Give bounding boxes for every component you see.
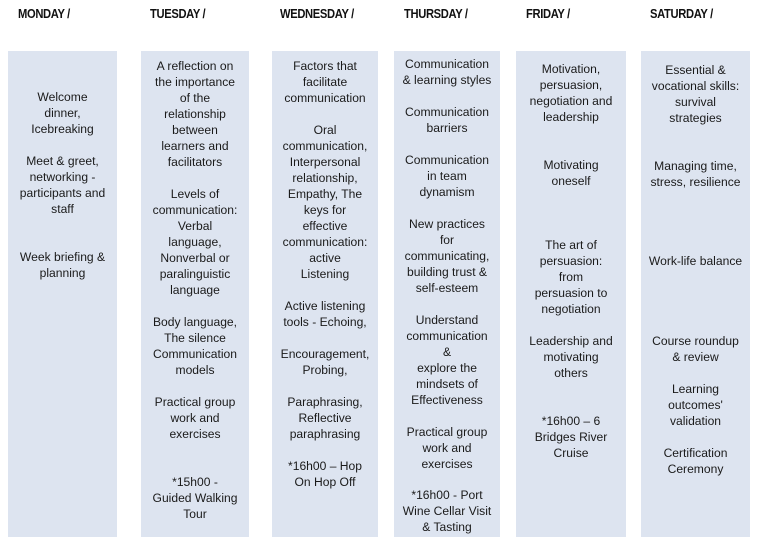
schedule-item: Work-life balance [648,254,743,268]
schedule-item: Communication barriers [404,105,490,135]
schedule-item: New practices for communicating, building trust & self-esteem [404,217,490,295]
schedule-item: Motivating oneself [543,158,599,188]
schedule-item: Communication & learning styles [402,57,492,87]
day-column-tuesday [141,51,249,537]
schedule-item: Active listening tools - Echoing, [283,299,367,329]
day-column-thursday [394,51,500,537]
schedule-item: Paraphrasing, Reflective paraphrasing [287,395,363,441]
schedule-item: Week briefing & planning [19,250,106,280]
schedule-item: *16h00 – Hop On Hop Off [288,459,362,489]
day-column-saturday [641,51,750,537]
schedule-item: Motivation, persuasion, negotiation and leadership [529,62,613,124]
day-header-saturday: SATURDAY / [650,6,713,21]
schedule-item: Encouragement, Probing, [280,347,370,377]
schedule-item: The art of persuasion: from persuasion to negotiation [534,238,608,316]
schedule-item: Body language, The silence Communication models [152,315,238,377]
schedule-item: Factors that facilitate communication [284,59,366,105]
day-header-monday: MONDAY / [18,6,70,21]
schedule-item: Essential & vocational skills: survival strategies [651,63,740,125]
schedule-item: Learning outcomes' validation [668,382,723,428]
schedule-item: A reflection on the importance of the relationship between learners and facilitators [155,59,235,169]
schedule-item: Managing time, stress, resilience [650,159,741,189]
day-header-wednesday: WEDNESDAY / [280,6,354,21]
schedule-item: Practical group work and exercises [154,395,236,441]
schedule-item: Certification Ceremony [663,446,728,476]
day-header-friday: FRIDAY / [526,6,570,21]
schedule-item: *16h00 - Port Wine Cellar Visit & Tasting [402,488,492,534]
day-header-tuesday: TUESDAY / [150,6,206,21]
schedule-item: Practical group work and exercises [406,425,488,471]
day-header-thursday: THURSDAY / [404,6,468,21]
schedule-item: Understand communication & explore the mindsets of Effectiveness [406,313,488,407]
schedule-item: Meet & greet, networking - participants and staff [19,154,106,216]
day-column-friday [516,51,626,537]
schedule-item: Welcome dinner, Icebreaking [31,90,94,136]
schedule-item: Leadership and motivating others [529,334,613,380]
day-column-wednesday [272,51,378,537]
day-column-monday [8,51,117,537]
schedule-item: Course roundup & review [652,334,739,364]
schedule-item: Communication in team dynamism [404,153,490,199]
schedule-item: *15h00 - Guided Walking Tour [152,475,238,521]
schedule-item: *16h00 – 6 Bridges River Cruise [534,414,608,460]
schedule-item: Levels of communication: Verbal language, Nonverbal or paralinguistic language [152,187,238,297]
schedule-item: Oral communication, Interpersonal relationship, Empathy, The keys for effective communication: active Listening [282,123,368,281]
